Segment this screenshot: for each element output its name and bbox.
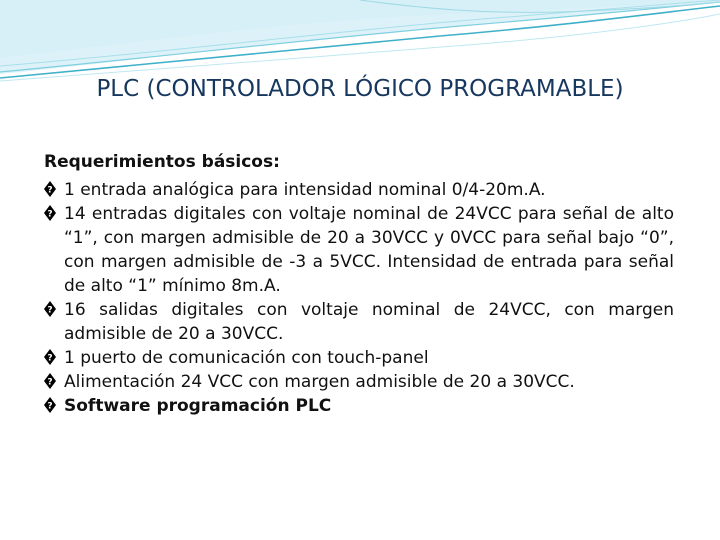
requirement-item [44, 346, 674, 370]
requirement-item [44, 370, 674, 394]
replacement-character-icon [44, 205, 56, 221]
svg-text:?: ? [47, 209, 53, 220]
replacement-character-icon [44, 349, 56, 365]
svg-text:?: ? [47, 401, 53, 412]
replacement-character-icon [44, 301, 56, 317]
replacement-character-icon [44, 373, 56, 389]
replacement-character-icon [44, 181, 56, 197]
svg-text:?: ? [47, 377, 53, 388]
requirements-body [44, 150, 674, 418]
requirement-text: 16 salidas digitales con voltaje nominal de 24VCC, con margen admisible de 20 a 30VCC. [64, 300, 674, 344]
requirement-text: Software programación PLC [64, 396, 332, 416]
svg-text:?: ? [47, 353, 53, 364]
requirement-item [44, 394, 674, 418]
requirement-text: 14 entradas digitales con voltaje nominal de 24VCC para señal de alto “1”, con margen admisible de 20 a 30VCC y 0VCC para señal bajo “0”, con margen admisible de -3 a 5VCC. Intensidad de entrada para señal de alto “1” mínimo 8m.A. [64, 204, 674, 296]
replacement-character-icon [44, 397, 56, 413]
requirement-text: 1 entrada analógica para intensidad nominal 0/4-20m.A. [64, 180, 546, 200]
svg-text:?: ? [47, 185, 53, 196]
requirement-item [44, 202, 674, 298]
requirements-heading: Requerimientos básicos: [44, 152, 280, 172]
requirement-text: 1 puerto de comunicación con touch-panel [64, 348, 429, 368]
svg-text:?: ? [47, 305, 53, 316]
requirement-item [44, 298, 674, 346]
requirement-item [44, 178, 674, 202]
slide-title: PLC (CONTROLADOR LÓGICO PROGRAMABLE) [96, 76, 624, 102]
requirement-text: Alimentación 24 VCC con margen admisible de 20 a 30VCC. [64, 372, 575, 392]
